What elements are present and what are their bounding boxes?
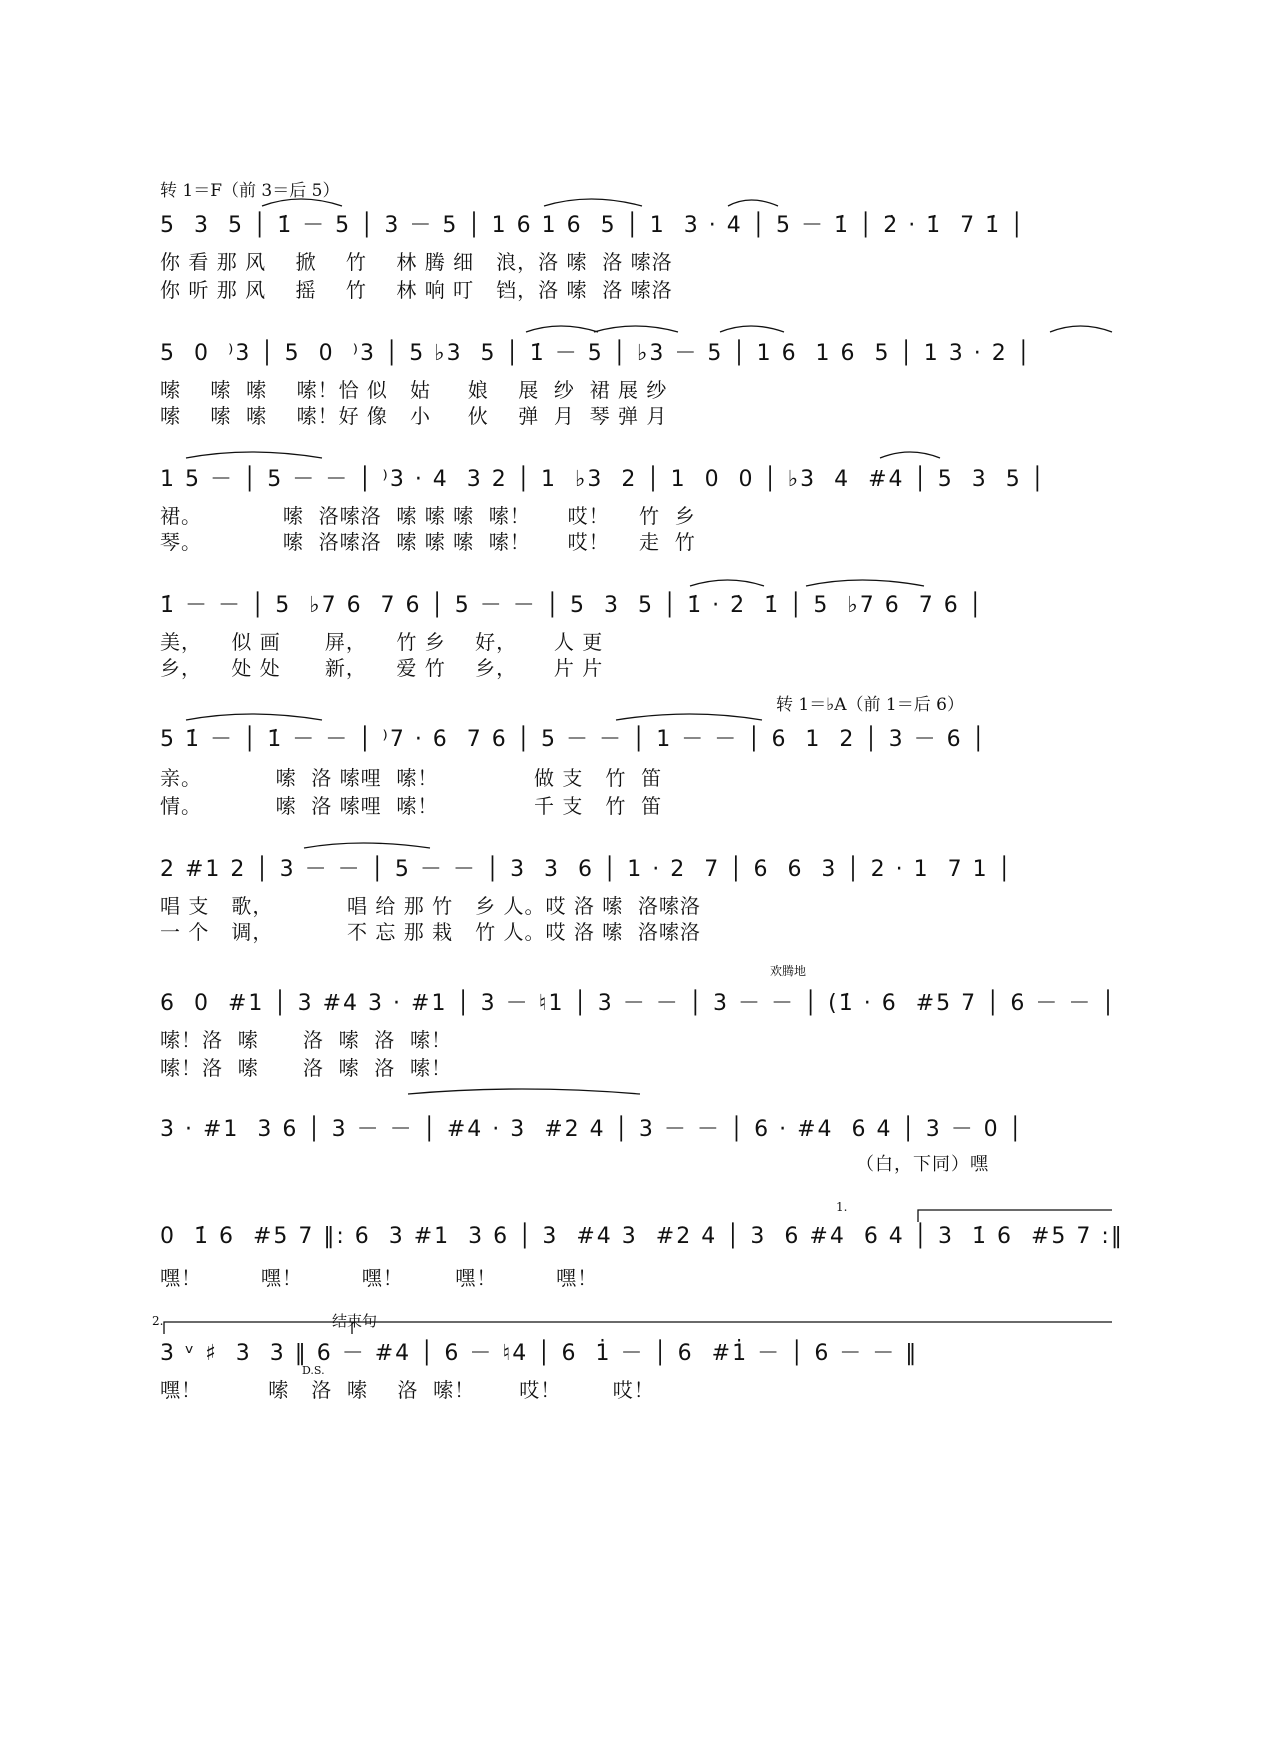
score-system-4: [0, 588, 1272, 628]
slur: [594, 326, 678, 332]
lyric-verse-2: 嗦 嗦 嗦 嗦！好 像 小 伙 弹 月 琴 弹 月: [160, 404, 668, 428]
notation-line: 6 0 #1 │ 3 #4 3 · #1 │ 3 － ♮1 │ 3 － － │ 3 － － │ (1̇ · 6 #5 7 │ 6 － － │: [160, 991, 1117, 1016]
lyric-verse-2: 琴。 嗦 洛嗦洛 嗦 嗦 嗦 嗦！ 哎！ 走 竹: [160, 530, 696, 554]
notation-line: 3 ᵛ ♯ 3 3 ‖ 6 － #4 │ 6 － ♮4 │ 6 1̇ － │ 6 #1̇ － │ 6 － － ‖: [160, 1341, 919, 1366]
notation-line: 5 1̇ － │ 1̇ － － │ ⁾7 · 6 7 6 │ 5 － － │ 1 － － │ 6 1 2 │ 3 － 6 │: [160, 727, 987, 752]
slur: [720, 326, 784, 332]
notation-line: 1 5 － │ 5 － － │ ⁾3 · 4 3 2 │ 1 ♭3 2 │ 1 0 0 │ ♭3 4 #4 │ 5 3 5 │: [160, 467, 1046, 492]
score-system-6: [0, 852, 1272, 892]
lyric-verse-1: 裙。 嗦 洛嗦洛 嗦 嗦 嗦 嗦！ 哎！ 竹 乡: [160, 504, 696, 528]
score-system-3: [0, 462, 1272, 502]
tempo-mark: 欢腾地: [770, 964, 807, 978]
lyric-verse-2: 乡， 处 处 新， 爱 竹 乡， 片 片: [160, 656, 604, 680]
notation-line: 5 3 5 │ 1̇ － 5 │ 3 － 5 │ 1 6 1 6 5 │ 1 3 · 4 │ 5 － 1̇ │ 2̇ · 1̇ 7 1̇ │: [160, 213, 1026, 238]
slur: [544, 199, 642, 206]
score-system-9: [0, 1224, 1272, 1264]
lyric-verse-2: 嗦！洛 嗦 洛 嗦 洛 嗦！: [160, 1056, 453, 1080]
slur: [806, 580, 924, 586]
notation-line: 0 1̇ 6 #5 7 ‖: 6 3 #1 3 6 │ 3 #4 3 #2 4 │ 3 6 #4 6 4 │ 3 1̇ 6 #5 7 :‖: [160, 1224, 1124, 1249]
slur: [880, 452, 940, 458]
lyric-verse-1: 嗦！洛 嗦 洛 嗦 洛 嗦！: [160, 1028, 453, 1052]
ending-bracket: [918, 1210, 1112, 1222]
score-system-7: [0, 986, 1272, 1026]
key-change-ab: 转 1＝♭A（前 1＝后 6）: [776, 695, 964, 715]
lyric-verse-2: 你 听 那 风 摇 竹 林 响 叮 铛，洛 嗦 洛 嗦洛: [160, 278, 673, 302]
slur: [408, 1089, 640, 1094]
lyric-verse-1: 亲。 嗦 洛 嗦哩 嗦！ 做 支 竹 笛: [160, 766, 663, 790]
ds-mark: D.S.: [302, 1364, 325, 1377]
slur: [304, 843, 430, 848]
slur: [728, 200, 778, 206]
spoken-note: （白，下同）嘿: [856, 1154, 989, 1175]
score-system-2: [0, 336, 1272, 376]
lyric-verse-1: 嗦 嗦 嗦 嗦！恰 似 姑 娘 展 纱 裙 展 纱: [160, 378, 668, 402]
score-system-1: [0, 208, 1272, 248]
slur: [1050, 326, 1112, 332]
key-change-f: 转 1＝F（前 3＝后 5）: [160, 181, 340, 201]
lyric-verse-2: 一 个 调， 不 忘 那 栽 竹 人。哎 洛 嗦 洛嗦洛: [160, 920, 701, 944]
notation-line: 2 #1 2 │ 3 － － │ 5 － － │ 3 3 6 │ 1 · 2 7 │ 6 6 3 │ 2 · 1 7 1 │: [160, 857, 1013, 882]
ending-bracket: [164, 1322, 1112, 1334]
slur: [186, 714, 322, 720]
slur: [186, 452, 322, 458]
notation-line: 5 0 ⁾3 │ 5 0 ⁾3 │ 5 ♭3 5 │ 1̇ － 5 │ ♭3 － 5 │ 1 6 1 6 5 │ 1 3 · 2 │: [160, 341, 1032, 366]
lyric-verse-1: 嘿！ 嗦 洛 嗦 洛 嗦！ 哎！ 哎！: [160, 1378, 655, 1402]
score-system-10: [0, 1336, 1272, 1376]
lyric-verse-1: 唱 支 歌， 唱 给 那 竹 乡 人。哎 洛 嗦 洛嗦洛: [160, 894, 701, 918]
slur: [616, 714, 762, 720]
slur: [690, 580, 764, 586]
score-system-8: [0, 1112, 1272, 1152]
notation-line: 3 · #1 3 6 │ 3 － － │ #4 · 3 #2 4 │ 3 － － │ 6 · #4 6 4 │ 3 － 0 │: [160, 1117, 1024, 1142]
lyric-verse-1: 你 看 那 风 掀 竹 林 腾 细 浪，洛 嗦 洛 嗦洛: [160, 250, 673, 274]
notation-line: 1̇ － － │ 5 ♭7 6 7 6 │ 5 － － │ 5 3 5 │ 1̇ · 2̇ 1̇ │ 5 ♭7 6 7 6 │: [160, 593, 984, 618]
lyric-verse-1: 美， 似 画 屏， 竹 乡 好， 人 更: [160, 630, 604, 654]
slur: [526, 326, 598, 332]
ending-1-label: 1.: [836, 1200, 848, 1214]
lyric-verse-2: 情。 嗦 洛 嗦哩 嗦！ 千 支 竹 笛: [160, 794, 663, 818]
coda-label: 结束句: [332, 1312, 378, 1330]
lyric-verse-1: 嘿！ 嘿！ 嘿！ 嘿！ 嘿！: [160, 1266, 599, 1290]
ending-2-label: 2.: [152, 1314, 164, 1328]
score-system-5: [0, 722, 1272, 762]
